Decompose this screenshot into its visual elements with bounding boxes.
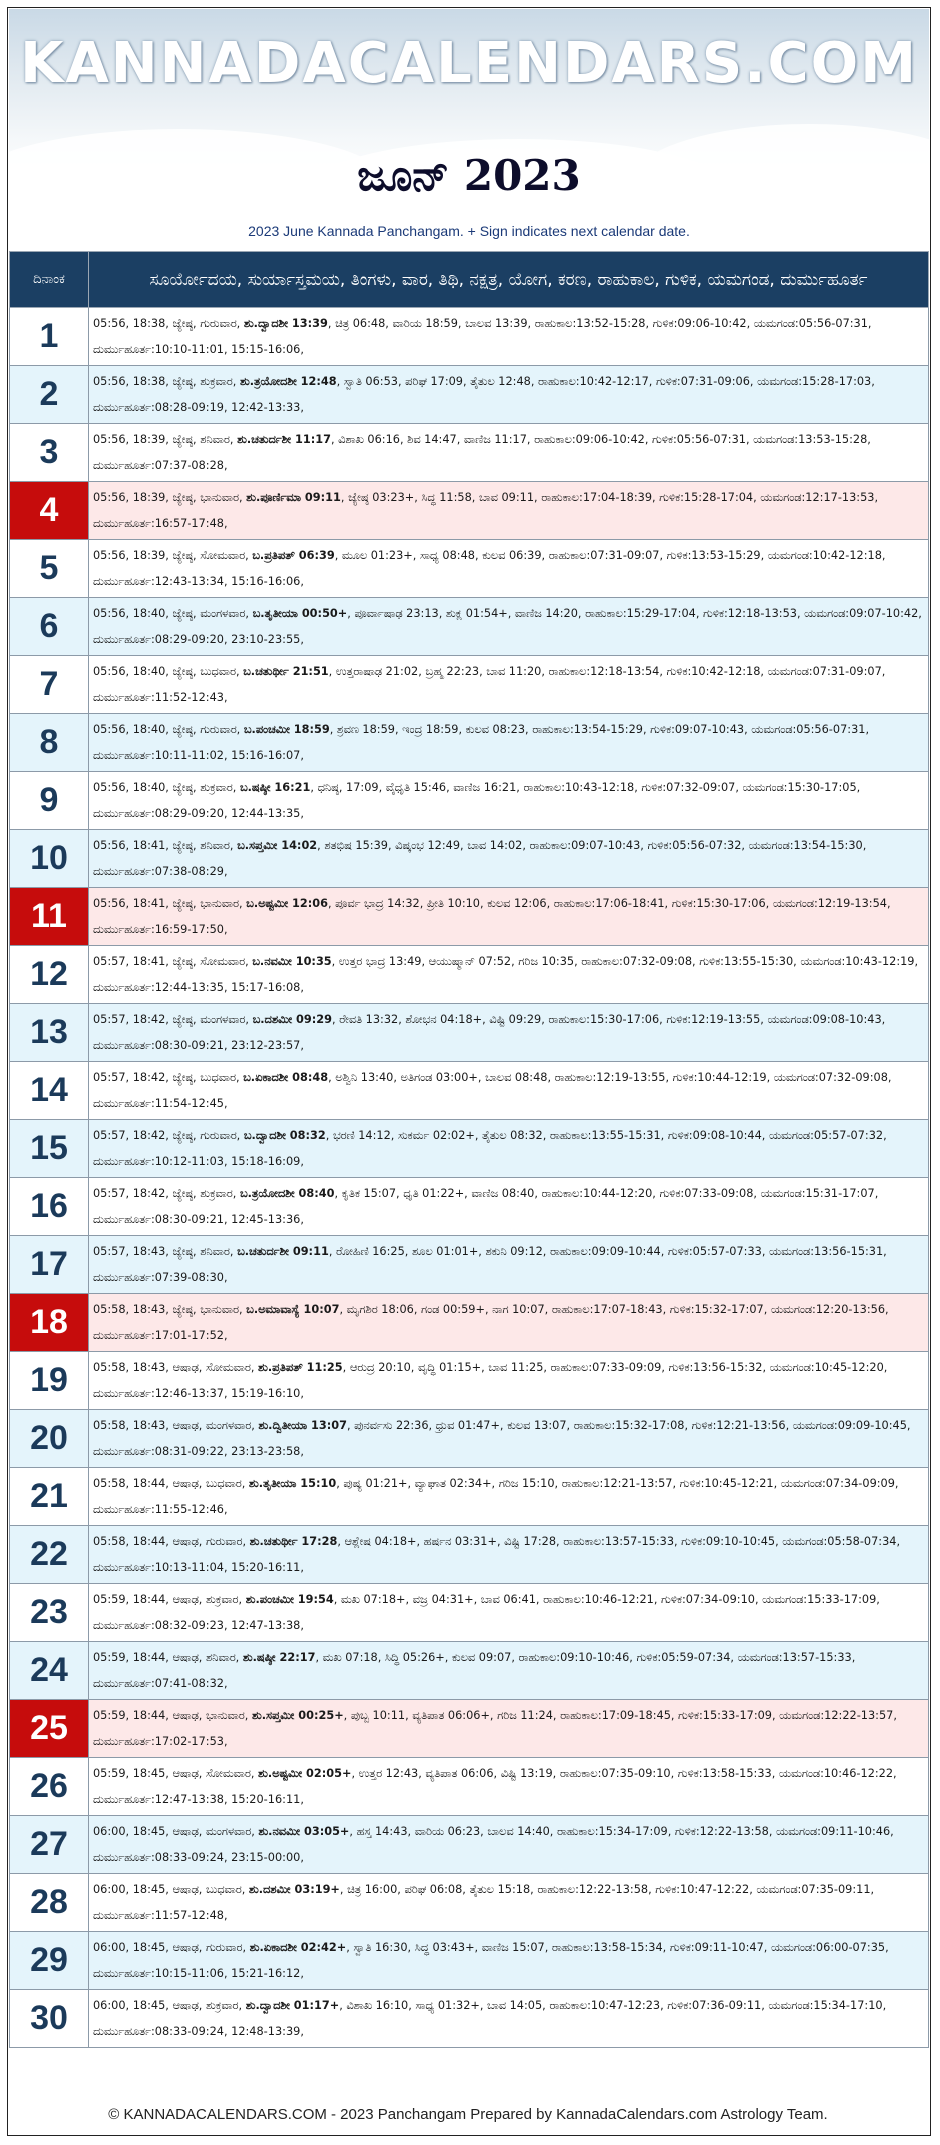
sunrise-sunset-month-day: 05:56, 18:39, ಜ್ಯೇಷ್ಠ, ಭಾನುವಾರ, xyxy=(93,490,247,504)
tithi: ಶು.ತೃತೀಯಾ 15:10 xyxy=(248,1476,337,1490)
nakshatra-yoga-timings: , ಚಿತ್ರ 06:48, ವಾರಿಯ 18:59, ಬಾಲವ 13:39, ರಾಹುಕಾಲ:13:52-15:28, ಗುಳಿಕ:09:06-10:42, ಯಮಗಂಡ:05:56-07:31, ದುರ್ಮುಹೂರ್ತ:10:10-11:01, 15:15-16:06, xyxy=(93,316,872,356)
details-cell xyxy=(89,1294,929,1352)
details-cell xyxy=(89,946,929,1004)
date-cell: 28 xyxy=(10,1874,89,1932)
panchangam-table xyxy=(9,251,929,2048)
nakshatra-yoga-timings: , ಪೂರ್ವಾಷಾಢ 23:13, ಶುಕ್ಲ 01:54+, ವಾಣಿಜ 14:20, ರಾಹುಕಾಲ:15:29-17:04, ಗುಳಿಕ:12:18-13:53, ಯಮಗಂಡ:09:07-10:42, ದುರ್ಮುಹೂರ್ತ:08:29-09:20, 23:10-23:55, xyxy=(93,606,922,646)
column-header-date: ದಿನಾಂಕ xyxy=(10,252,89,308)
date-cell: 14 xyxy=(10,1062,89,1120)
details-cell xyxy=(89,714,929,772)
table-row xyxy=(10,772,929,830)
details-cell xyxy=(89,1700,929,1758)
nakshatra-yoga-timings: , ಹಸ್ತ 14:43, ವಾರಿಯ 06:23, ಬಾಲವ 14:40, ರಾಹುಕಾಲ:15:34-17:09, ಗುಳಿಕ:12:22-13:58, ಯಮಗಂಡ:09:11-10:46, ದುರ್ಮುಹೂರ್ತ:08:33-09:24, 23:15-00:00, xyxy=(93,1824,894,1864)
sunrise-sunset-month-day: 05:59, 18:44, ಆಷಾಢ, ಭಾನುವಾರ, xyxy=(93,1708,252,1722)
footer-copyright: © KANNADACALENDARS.COM - 2023 Panchangam Prepared by KannadaCalendars.com Astrology Team. xyxy=(108,2106,828,2123)
nakshatra-yoga-timings: , ಉತ್ತರ 12:43, ವ್ಯತಿಪಾತ 06:06, ವಿಷ್ಟಿ 13:19, ರಾಹುಕಾಲ:07:35-09:10, ಗುಳಿಕ:13:58-15:33, ಯಮಗಂಡ:10:46-12:22, ದುರ್ಮುಹೂರ್ತ:12:47-13:38, 15:20-16:11, xyxy=(93,1766,897,1806)
sunrise-sunset-month-day: 05:56, 18:40, ಜ್ಯೇಷ್ಠ, ಬುಧವಾರ, xyxy=(93,664,244,678)
site-title[interactable]: KANNADACALENDARS.COM xyxy=(20,31,918,96)
table-row xyxy=(10,1758,929,1816)
sunrise-sunset-month-day: 05:56, 18:39, ಜ್ಯೇಷ್ಠ, ಶನಿವಾರ, xyxy=(93,432,238,446)
sunrise-sunset-month-day: 05:56, 18:40, ಜ್ಯೇಷ್ಠ, ಶುಕ್ರವಾರ, xyxy=(93,780,240,794)
details-cell xyxy=(89,1236,929,1294)
sunrise-sunset-month-day: 06:00, 18:45, ಆಷಾಢ, ಮಂಗಳವಾರ, xyxy=(93,1824,259,1838)
sunrise-sunset-month-day: 05:56, 18:39, ಜ್ಯೇಷ್ಠ, ಸೋಮವಾರ, xyxy=(93,548,253,562)
date-cell: 29 xyxy=(10,1932,89,1990)
sunrise-sunset-month-day: 06:00, 18:45, ಆಷಾಢ, ಬುಧವಾರ, xyxy=(93,1882,249,1896)
nakshatra-yoga-timings: , ರೋಹಿಣಿ 16:25, ಶೂಲ 01:01+, ಶಕುನಿ 09:12, ರಾಹುಕಾಲ:09:09-10:44, ಗುಳಿಕ:05:57-07:33, ಯಮಗಂಡ:13:56-15:31, ದುರ್ಮುಹೂರ್ತ:07:39-08:30, xyxy=(93,1244,887,1284)
tithi: ಶು.ನವಮೀ 03:05+ xyxy=(258,1824,350,1838)
date-cell: 2 xyxy=(10,366,89,424)
sunrise-sunset-month-day: 05:58, 18:43, ಆಷಾಢ, ಸೋಮವಾರ, xyxy=(93,1360,259,1374)
nakshatra-yoga-timings: , ಭರಣಿ 14:12, ಸುಕರ್ಮ 02:02+, ತೈತುಲ 08:32, ರಾಹುಕಾಲ:13:55-15:31, ಗುಳಿಕ:09:08-10:44, ಯಮಗಂಡ:05:57-07:32, ದುರ್ಮುಹೂರ್ತ:10:12-11:03, 15:18-16:09, xyxy=(93,1128,887,1168)
table-row xyxy=(10,656,929,714)
table-row xyxy=(10,1584,929,1642)
tithi: ಬ.ಅಷ್ಟಮೀ 12:06 xyxy=(246,896,328,910)
table-row xyxy=(10,1816,929,1874)
nakshatra-yoga-timings: , ಸ್ವಾತಿ 16:30, ಸಿದ್ಧ 03:43+, ವಾಣಿಜ 15:07, ರಾಹುಕಾಲ:13:58-15:34, ಗುಳಿಕ:09:11-10:47, ಯಮಗಂಡ:06:00-07:35, ದುರ್ಮುಹೂರ್ತ:10:15-11:06, 15:21-16:12, xyxy=(93,1940,889,1980)
tithi: ಬ.ಷಷ್ಠೀ 16:21 xyxy=(239,780,311,794)
details-cell xyxy=(89,1352,929,1410)
nakshatra-yoga-timings: , ಅಶ್ವಿನಿ 13:40, ಅತಿಗಂಡ 03:00+, ಬಾಲವ 08:48, ರಾಹುಕಾಲ:12:19-13:55, ಗುಳಿಕ:10:44-12:19, ಯಮಗಂಡ:07:32-09:08, ದುರ್ಮುಹೂರ್ತ:11:54-12:45, xyxy=(93,1070,892,1110)
tithi: ಶು.ಚತುರ್ಥೀ 17:28 xyxy=(249,1534,338,1548)
sunrise-sunset-month-day: 05:58, 18:44, ಆಷಾಢ, ಬುಧವಾರ, xyxy=(93,1476,249,1490)
tithi: ಶು.ಪೂರ್ಣಿಮಾ 09:11 xyxy=(246,490,341,504)
sunrise-sunset-month-day: 05:57, 18:42, ಜ್ಯೇಷ್ಠ, ಗುರುವಾರ, xyxy=(93,1128,244,1142)
nakshatra-yoga-timings: , ಮಖ 07:18+, ವಜ್ರ 04:31+, ಬಾವ 06:41, ರಾಹುಕಾಲ:10:46-12:21, ಗುಳಿಕ:07:34-09:10, ಯಮಗಂಡ:15:33-17:09, ದುರ್ಮುಹೂರ್ತ:08:32-09:23, 12:47-13:38, xyxy=(93,1592,880,1632)
table-row xyxy=(10,1642,929,1700)
nakshatra-yoga-timings: , ಪುನರ್ವಸು 22:36, ಧ್ರುವ 01:47+, ಕುಲವ 13:07, ರಾಹುಕಾಲ:15:32-17:08, ಗುಳಿಕ:12:21-13:56, ಯಮಗಂಡ:09:09-10:45, ದುರ್ಮುಹೂರ್ತ:08:31-09:22, 23:13-23:58, xyxy=(93,1418,911,1458)
table-row xyxy=(10,888,929,946)
tithi: ಬ.ಅಮಾವಾಸ್ಯೆ 10:07 xyxy=(246,1302,340,1316)
tithi: ಶು.ತ್ರಯೋದಶೀ 12:48 xyxy=(239,374,337,388)
date-cell: 17 xyxy=(10,1236,89,1294)
date-cell: 24 xyxy=(10,1642,89,1700)
nakshatra-yoga-timings: , ಪುಷ್ಯ 01:21+, ವ್ಯಾಘಾತ 02:34+, ಗರಿಜ 15:10, ರಾಹುಕಾಲ:12:21-13:57, ಗುಳಿಕ:10:45-12:21, ಯಮಗಂಡ:07:34-09:09, ದುರ್ಮುಹೂರ್ತ:11:55-12:46, xyxy=(93,1476,899,1516)
details-cell xyxy=(89,366,929,424)
sunrise-sunset-month-day: 05:56, 18:40, ಜ್ಯೇಷ್ಠ, ಗುರುವಾರ, xyxy=(93,722,244,736)
date-cell: 4 xyxy=(10,482,89,540)
details-cell xyxy=(89,1874,929,1932)
sunrise-sunset-month-day: 05:56, 18:38, ಜ್ಯೇಷ್ಠ, ಶುಕ್ರವಾರ, xyxy=(93,374,240,388)
date-cell: 6 xyxy=(10,598,89,656)
date-cell: 19 xyxy=(10,1352,89,1410)
tithi: ಬ.ಸಪ್ತಮೀ 14:02 xyxy=(237,838,318,852)
nakshatra-yoga-timings: , ಉತ್ತರಾಷಾಢ 21:02, ಬ್ರಹ್ಮ 22:23, ಬಾವ 11:20, ರಾಹುಕಾಲ:12:18-13:54, ಗುಳಿಕ:10:42-12:18, ಯಮಗಂಡ:07:31-09:07, ದುರ್ಮುಹೂರ್ತ:11:52-12:43, xyxy=(93,664,886,704)
details-cell xyxy=(89,598,929,656)
table-row xyxy=(10,1526,929,1584)
tithi: ಬ.ತೃತೀಯಾ 00:50+ xyxy=(252,606,348,620)
date-cell: 5 xyxy=(10,540,89,598)
table-row xyxy=(10,540,929,598)
tithi: ಬ.ಚತುರ್ದಶೀ 09:11 xyxy=(237,1244,329,1258)
date-cell: 8 xyxy=(10,714,89,772)
nakshatra-yoga-timings: , ಮೂಲ 01:23+, ಸಾಧ್ಯ 08:48, ಕುಲವ 06:39, ರಾಹುಕಾಲ:07:31-09:07, ಗುಳಿಕ:13:53-15:29, ಯಮಗಂಡ:10:42-12:18, ದುರ್ಮುಹೂರ್ತ:12:43-13:34, 15:16-16:06, xyxy=(93,548,886,588)
nakshatra-yoga-timings: , ಶ್ರವಣ 18:59, ಇಂದ್ರ 18:59, ಕುಲವ 08:23, ರಾಹುಕಾಲ:13:54-15:29, ಗುಳಿಕ:09:07-10:43, ಯಮಗಂಡ:05:56-07:31, ದುರ್ಮುಹೂರ್ತ:10:11-11:02, 15:16-16:07, xyxy=(93,722,870,762)
date-cell: 30 xyxy=(10,1990,89,2048)
sunrise-sunset-month-day: 05:59, 18:44, ಆಷಾಢ, ಶುಕ್ರವಾರ, xyxy=(93,1592,246,1606)
column-header-details: ಸೂರ್ಯೋದಯ, ಸುರ್ಯಾಸ್ತಮಯ, ತಿಂಗಳು, ವಾರ, ತಿಥಿ, ನಕ್ಷತ್ರ, ಯೋಗ, ಕರಣ, ರಾಹುಕಾಲ, ಗುಳಿಕ, ಯಮಗಂಡ, ದುರ್ಮುಹೂರ್ತ xyxy=(89,252,929,308)
table-row xyxy=(10,1294,929,1352)
sunrise-sunset-month-day: 05:57, 18:41, ಜ್ಯೇಷ್ಠ, ಸೋಮವಾರ, xyxy=(93,954,253,968)
tithi: ಶು.ಚತುರ್ದಶೀ 11:17 xyxy=(237,432,331,446)
details-cell xyxy=(89,888,929,946)
date-cell: 23 xyxy=(10,1584,89,1642)
tithi: ಬ.ಪಂಚಮೀ 18:59 xyxy=(243,722,330,736)
sunrise-sunset-month-day: 05:56, 18:40, ಜ್ಯೇಷ್ಠ, ಮಂಗಳವಾರ, xyxy=(93,606,253,620)
month-title: ಜೂನ್ 2023 xyxy=(357,151,581,200)
sunrise-sunset-month-day: 05:56, 18:38, ಜ್ಯೇಷ್ಠ, ಗುರುವಾರ, xyxy=(93,316,244,330)
table-row xyxy=(10,1468,929,1526)
details-cell xyxy=(89,308,929,366)
nakshatra-yoga-timings: , ಕೃತಿಕ 15:07, ಧೃತಿ 01:22+, ವಾಣಿಜ 08:40, ರಾಹುಕಾಲ:10:44-12:20, ಗುಳಿಕ:07:33-09:08, ಯಮಗಂಡ:15:31-17:07, ದುರ್ಮುಹೂರ್ತ:08:30-09:21, 12:45-13:36, xyxy=(93,1186,879,1226)
sunrise-sunset-month-day: 05:58, 18:43, ಆಷಾಢ, ಮಂಗಳವಾರ, xyxy=(93,1418,259,1432)
date-cell: 10 xyxy=(10,830,89,888)
table-row xyxy=(10,1990,929,2048)
date-cell: 3 xyxy=(10,424,89,482)
table-row xyxy=(10,1120,929,1178)
date-cell: 12 xyxy=(10,946,89,1004)
nakshatra-yoga-timings: , ಮೃಗಶಿರ 18:06, ಗಂಡ 00:59+, ನಾಗ 10:07, ರಾಹುಕಾಲ:17:07-18:43, ಗುಳಿಕ:15:32-17:07, ಯಮಗಂಡ:12:20-13:56, ದುರ್ಮುಹೂರ್ತ:17:01-17:52, xyxy=(93,1302,889,1342)
table-header-row xyxy=(10,252,929,308)
table-row xyxy=(10,1352,929,1410)
table-row xyxy=(10,1004,929,1062)
tithi: ಶು.ಪಂಚಮೀ 19:54 xyxy=(245,1592,334,1606)
table-row xyxy=(10,1932,929,1990)
details-cell xyxy=(89,1062,929,1120)
tithi: ಶು.ದಶಮೀ 03:19+ xyxy=(248,1882,340,1896)
sunrise-sunset-month-day: 05:59, 18:45, ಆಷಾಢ, ಸೋಮವಾರ, xyxy=(93,1766,259,1780)
tithi: ಶು.ಪ್ರತಿಪತ್ 11:25 xyxy=(258,1360,343,1374)
details-cell xyxy=(89,1468,929,1526)
nakshatra-yoga-timings: , ಪೂರ್ವ ಭಾದ್ರ 14:32, ಪ್ರೀತಿ 10:10, ಕುಲವ 12:06, ರಾಹುಕಾಲ:17:06-18:41, ಗುಳಿಕ:15:30-17:06, ಯಮಗಂಡ:12:19-13:54, ದುರ್ಮುಹೂರ್ತ:16:59-17:50, xyxy=(93,896,891,936)
sunrise-sunset-month-day: 05:57, 18:43, ಜ್ಯೇಷ್ಠ, ಶನಿವಾರ, xyxy=(93,1244,238,1258)
sunrise-sunset-month-day: 05:57, 18:42, ಜ್ಯೇಷ್ಠ, ಬುಧವಾರ, xyxy=(93,1070,244,1084)
date-cell: 11 xyxy=(10,888,89,946)
details-cell xyxy=(89,1526,929,1584)
table-row xyxy=(10,366,929,424)
table-row xyxy=(10,1062,929,1120)
sunrise-sunset-month-day: 05:57, 18:42, ಜ್ಯೇಷ್ಠ, ಶುಕ್ರವಾರ, xyxy=(93,1186,240,1200)
tithi: ಶು.ಷಷ್ಠೀ 22:17 xyxy=(242,1650,316,1664)
sunrise-sunset-month-day: 05:56, 18:41, ಜ್ಯೇಷ್ಠ, ಭಾನುವಾರ, xyxy=(93,896,247,910)
sunrise-sunset-month-day: 05:58, 18:44, ಆಷಾಢ, ಗುರುವಾರ, xyxy=(93,1534,250,1548)
table-row xyxy=(10,598,929,656)
sunrise-sunset-month-day: 06:00, 18:45, ಆಷಾಢ, ಶುಕ್ರವಾರ, xyxy=(93,1998,246,2012)
page-frame xyxy=(7,7,931,2136)
nakshatra-yoga-timings: , ಸ್ವಾತಿ 06:53, ಪರಿಘ 17:09, ತೈತುಲ 12:48, ರಾಹುಕಾಲ:10:42-12:17, ಗುಳಿಕ:07:31-09:06, ಯಮಗಂಡ:15:28-17:03, ದುರ್ಮುಹೂರ್ತ:08:28-09:19, 12:42-13:33, xyxy=(93,374,875,414)
date-cell: 26 xyxy=(10,1758,89,1816)
tithi: ಶು.ದ್ವಾದಶೀ 01:17+ xyxy=(245,1998,340,2012)
details-cell xyxy=(89,772,929,830)
tithi: ಶು.ಅಷ್ಟಮೀ 02:05+ xyxy=(258,1766,352,1780)
date-cell: 22 xyxy=(10,1526,89,1584)
details-cell xyxy=(89,1932,929,1990)
date-cell: 18 xyxy=(10,1294,89,1352)
date-cell: 25 xyxy=(10,1700,89,1758)
details-cell xyxy=(89,830,929,888)
nakshatra-yoga-timings: , ಶತಭಿಷ 15:39, ವಿಷ್ಕಂಭ 12:49, ಬಾವ 14:02, ರಾಹುಕಾಲ:09:07-10:43, ಗುಳಿಕ:05:56-07:32, ಯಮಗಂಡ:13:54-15:30, ದುರ್ಮುಹೂರ್ತ:07:38-08:29, xyxy=(93,838,867,878)
tithi: ಶು.ದ್ವಾದಶೀ 13:39 xyxy=(243,316,328,330)
date-cell: 27 xyxy=(10,1816,89,1874)
date-cell: 20 xyxy=(10,1410,89,1468)
nakshatra-yoga-timings: , ಧನಿಷ್ಠ, 17:09, ವೈಧೃತಿ 15:46, ವಾಣಿಜ 16:21, ರಾಹುಕಾಲ:10:43-12:18, ಗುಳಿಕ:07:32-09:07, ಯಮಗಂಡ:15:30-17:05, ದುರ್ಮುಹೂರ್ತ:08:29-09:20, 12:44-13:35, xyxy=(93,780,861,820)
table-row xyxy=(10,1700,929,1758)
details-cell xyxy=(89,1584,929,1642)
details-cell xyxy=(89,1758,929,1816)
table-row xyxy=(10,946,929,1004)
table-row xyxy=(10,1236,929,1294)
tithi: ಬ.ದ್ವಾದಶೀ 08:32 xyxy=(243,1128,326,1142)
date-cell: 7 xyxy=(10,656,89,714)
table-row xyxy=(10,830,929,888)
nakshatra-yoga-timings: , ವಿಶಾಖ 16:10, ಸಾಧ್ಯ 01:32+, ಬಾವ 14:05, ರಾಹುಕಾಲ:10:47-12:23, ಗುಳಿಕ:07:36-09:11, ಯಮಗಂಡ:15:34-17:10, ದುರ್ಮುಹೂರ್ತ:08:33-09:24, 12:48-13:39, xyxy=(93,1998,887,2038)
details-cell xyxy=(89,1990,929,2048)
date-cell: 1 xyxy=(10,308,89,366)
nakshatra-yoga-timings: , ರೇವತಿ 13:32, ಶೋಭನ 04:18+, ವಿಷ್ಟಿ 09:29, ರಾಹುಕಾಲ:15:30-17:06, ಗುಳಿಕ:12:19-13:55, ಯಮಗಂಡ:09:08-10:43, ದುರ್ಮುಹೂರ್ತ:08:30-09:21, 23:12-23:57, xyxy=(93,1012,886,1052)
sunrise-sunset-month-day: 05:58, 18:43, ಜ್ಯೇಷ್ಠ, ಭಾನುವಾರ, xyxy=(93,1302,247,1316)
nakshatra-yoga-timings: , ಪುಬ್ಬ 10:11, ವ್ಯತಿಪಾತ 06:06+, ಗರಿಜ 11:24, ರಾಹುಕಾಲ:17:09-18:45, ಗುಳಿಕ:15:33-17:09, ಯಮಗಂಡ:12:22-13:57, ದುರ್ಮುಹೂರ್ತ:17:02-17:53, xyxy=(93,1708,897,1748)
table-row xyxy=(10,482,929,540)
site-banner xyxy=(9,9,929,249)
tithi: ಬ.ತ್ರಯೋದಶೀ 08:40 xyxy=(239,1186,335,1200)
date-cell: 21 xyxy=(10,1468,89,1526)
nakshatra-yoga-timings: , ಮಖ 07:18, ಸಿದ್ಧಿ 05:26+, ಕುಲವ 09:07, ರಾಹುಕಾಲ:09:10-10:46, ಗುಳಿಕ:05:59-07:34, ಯಮಗಂಡ:13:57-15:33, ದುರ್ಮುಹೂರ್ತ:07:41-08:32, xyxy=(93,1650,856,1690)
date-cell: 15 xyxy=(10,1120,89,1178)
details-cell xyxy=(89,1816,929,1874)
nakshatra-yoga-timings: , ಆರುದ್ರ 20:10, ವೃದ್ಧಿ 01:15+, ಬಾವ 11:25, ರಾಹುಕಾಲ:07:33-09:09, ಗುಳಿಕ:13:56-15:32, ಯಮಗಂಡ:10:45-12:20, ದುರ್ಮುಹೂರ್ತ:12:46-13:37, 15:19-16:10, xyxy=(93,1360,888,1400)
table-row xyxy=(10,1178,929,1236)
details-cell xyxy=(89,1178,929,1236)
details-cell xyxy=(89,482,929,540)
date-cell: 13 xyxy=(10,1004,89,1062)
nakshatra-yoga-timings: , ವಿಶಾಖ 06:16, ಶಿವ 14:47, ವಾಣಿಜ 11:17, ರಾಹುಕಾಲ:09:06-10:42, ಗುಳಿಕ:05:56-07:31, ಯಮಗಂಡ:13:53-15:28, ದುರ್ಮುಹೂರ್ತ:07:37-08:28, xyxy=(93,432,871,472)
table-row xyxy=(10,1410,929,1468)
nakshatra-yoga-timings: , ಆಶ್ಲೇಷ 04:18+, ಹರ್ಷನ 03:31+, ವಿಷ್ಟಿ 17:28, ರಾಹುಕಾಲ:13:57-15:33, ಗುಳಿಕ:09:10-10:45, ಯಮಗಂಡ:05:58-07:34, ದುರ್ಮುಹೂರ್ತ:10:13-11:04, 15:20-16:11, xyxy=(93,1534,901,1574)
tithi: ಬ.ನವಮೀ 10:35 xyxy=(252,954,332,968)
details-cell xyxy=(89,1004,929,1062)
page-subtitle: 2023 June Kannada Panchangam. + Sign indicates next calendar date. xyxy=(248,223,690,239)
tithi: ಶು.ಏಕಾದಶೀ 02:42+ xyxy=(249,1940,347,1954)
details-cell xyxy=(89,656,929,714)
details-cell xyxy=(89,1642,929,1700)
sunrise-sunset-month-day: 06:00, 18:45, ಆಷಾಢ, ಗುರುವಾರ, xyxy=(93,1940,250,1954)
tithi: ಬ.ಏಕಾದಶೀ 08:48 xyxy=(243,1070,329,1084)
tithi: ಬ.ಪ್ರತಿಪತ್ 06:39 xyxy=(252,548,335,562)
tithi: ಬ.ಚತುರ್ಥೀ 21:51 xyxy=(243,664,329,678)
date-cell: 9 xyxy=(10,772,89,830)
table-row xyxy=(10,308,929,366)
tithi: ಬ.ದಶಮೀ 09:29 xyxy=(252,1012,332,1026)
table-body xyxy=(10,308,929,2048)
table-row xyxy=(10,424,929,482)
details-cell xyxy=(89,424,929,482)
nakshatra-yoga-timings: , ಜ್ಯೇಷ್ಠ 03:23+, ಸಿದ್ಧ 11:58, ಬಾವ 09:11, ರಾಹುಕಾಲ:17:04-18:39, ಗುಳಿಕ:15:28-17:04, ಯಮಗಂಡ:12:17-13:53, ದುರ್ಮುಹೂರ್ತ:16:57-17:48, xyxy=(93,490,879,530)
details-cell xyxy=(89,1410,929,1468)
table-row xyxy=(10,714,929,772)
tithi: ಶು.ಸಪ್ತಮೀ 00:25+ xyxy=(251,1708,344,1722)
sunrise-sunset-month-day: 05:56, 18:41, ಜ್ಯೇಷ್ಠ, ಶನಿವಾರ, xyxy=(93,838,238,852)
nakshatra-yoga-timings: , ಉತ್ತರ ಭಾದ್ರ 13:49, ಆಯುಷ್ಮಾನ್ 07:52, ಗರಿಜ 10:35, ರಾಹುಕಾಲ:07:32-09:08, ಗುಳಿಕ:13:55-15:30, ಯಮಗಂಡ:10:43-12:19, ದುರ್ಮುಹೂರ್ತ:12:44-13:35, 15:17-16:08, xyxy=(93,954,919,994)
table-row xyxy=(10,1874,929,1932)
details-cell xyxy=(89,1120,929,1178)
sunrise-sunset-month-day: 05:57, 18:42, ಜ್ಯೇಷ್ಠ, ಮಂಗಳವಾರ, xyxy=(93,1012,253,1026)
date-cell: 16 xyxy=(10,1178,89,1236)
nakshatra-yoga-timings: , ಚಿತ್ರ 16:00, ಪರಿಘ 06:08, ತೈತುಲ 15:18, ರಾಹುಕಾಲ:12:22-13:58, ಗುಳಿಕ:10:47-12:22, ಯಮಗಂಡ:07:35-09:11, ದುರ್ಮುಹೂರ್ತ:11:57-12:48, xyxy=(93,1882,875,1922)
tithi: ಶು.ದ್ವಿತೀಯಾ 13:07 xyxy=(258,1418,347,1432)
details-cell xyxy=(89,540,929,598)
sunrise-sunset-month-day: 05:59, 18:44, ಆಷಾಢ, ಶನಿವಾರ, xyxy=(93,1650,243,1664)
